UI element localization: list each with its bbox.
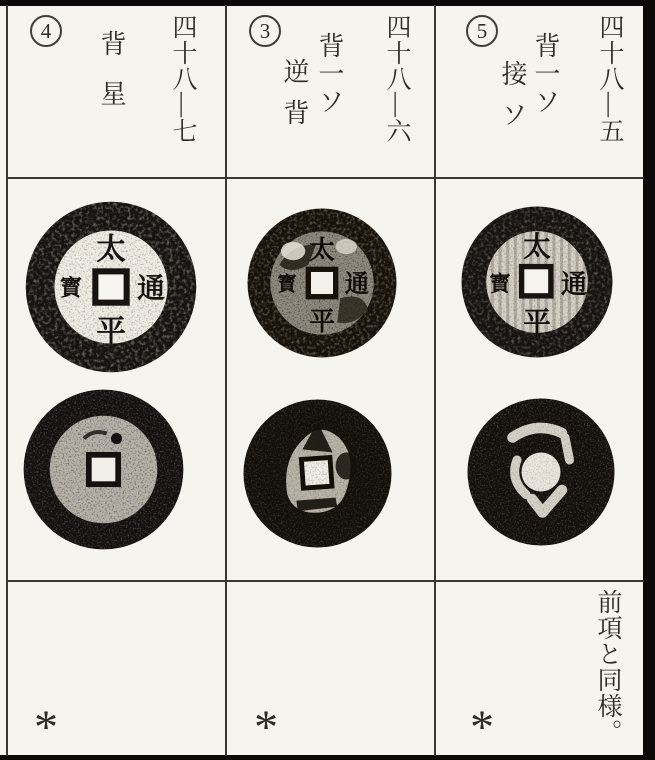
- coin-legend-top: 太: [96, 234, 126, 267]
- coin-square-hole: [308, 269, 335, 296]
- coin-legend-right: 通: [344, 271, 370, 299]
- star-mark: [111, 433, 122, 444]
- coin-legend-top: 太: [309, 235, 335, 265]
- catalog-number-48-6: 四十八—六: [383, 14, 410, 144]
- item-number-badge-48-6: [249, 15, 281, 47]
- coin-legend-bottom: 平: [523, 306, 551, 338]
- coin-obverse-photo-48-7: [24, 200, 198, 374]
- grid-line-header-bottom: [6, 177, 644, 179]
- variety-label-a-48-5: 背一ソ: [531, 32, 560, 116]
- coin-legend-top: 太: [523, 230, 551, 262]
- coin-obverse-photo-48-6: [246, 207, 398, 359]
- item-number: 4: [40, 18, 52, 43]
- coin-legend-left: 寳: [277, 273, 297, 296]
- bottom-note: 前項と同様。: [594, 589, 621, 745]
- coin-legend-right: 通: [137, 273, 165, 305]
- catalog-number-48-5: 四十八—五: [596, 14, 623, 144]
- coin-legend-left: 寳: [489, 272, 511, 297]
- item-number-badge-48-5: [466, 15, 498, 47]
- coin-legend-bottom: 平: [96, 315, 126, 348]
- coin-reverse-photo-48-6: [242, 398, 393, 549]
- footnote-asterisk-48-5: *: [470, 701, 494, 754]
- grid-line-left: [6, 5, 8, 756]
- item-number-badge-48-7: [30, 15, 62, 47]
- item-number: 5: [476, 18, 488, 43]
- variety-label-b-48-5: 接ソ: [498, 60, 527, 142]
- grid-line-column-divider-2: [434, 5, 436, 756]
- catalog-number-48-7: 四十八—七: [169, 14, 196, 144]
- page-edge-top: [0, 0, 655, 6]
- page-edge-right: [643, 0, 655, 760]
- coin-legend-right: 通: [560, 269, 588, 299]
- grid-line-footer-top: [6, 580, 644, 582]
- footnote-asterisk-48-6: *: [254, 701, 278, 754]
- coin-square-hole: [522, 267, 551, 296]
- coin-obverse-photo-48-5: [460, 205, 614, 359]
- coin-legend-left: 寳: [59, 275, 83, 301]
- variety-label-b-48-6: 逆背: [280, 58, 309, 140]
- coin-square-hole: [89, 455, 118, 484]
- highlight-blotch: [281, 242, 305, 260]
- footnote-asterisk-48-7: *: [34, 701, 58, 754]
- coin-square-hole: [95, 271, 126, 302]
- coin-legend-bottom: 平: [309, 307, 335, 337]
- coin-reverse-photo-48-7: [22, 388, 185, 551]
- grid-line-column-divider-1: [225, 5, 227, 756]
- variety-label-48-7: 背星: [97, 30, 126, 130]
- item-number: 3: [259, 18, 271, 43]
- coin-reverse-photo-48-5: [466, 397, 616, 547]
- highlight-blotch: [336, 239, 357, 254]
- variety-label-a-48-6: 背一ソ: [315, 32, 344, 116]
- page-edge-bottom: [0, 755, 655, 760]
